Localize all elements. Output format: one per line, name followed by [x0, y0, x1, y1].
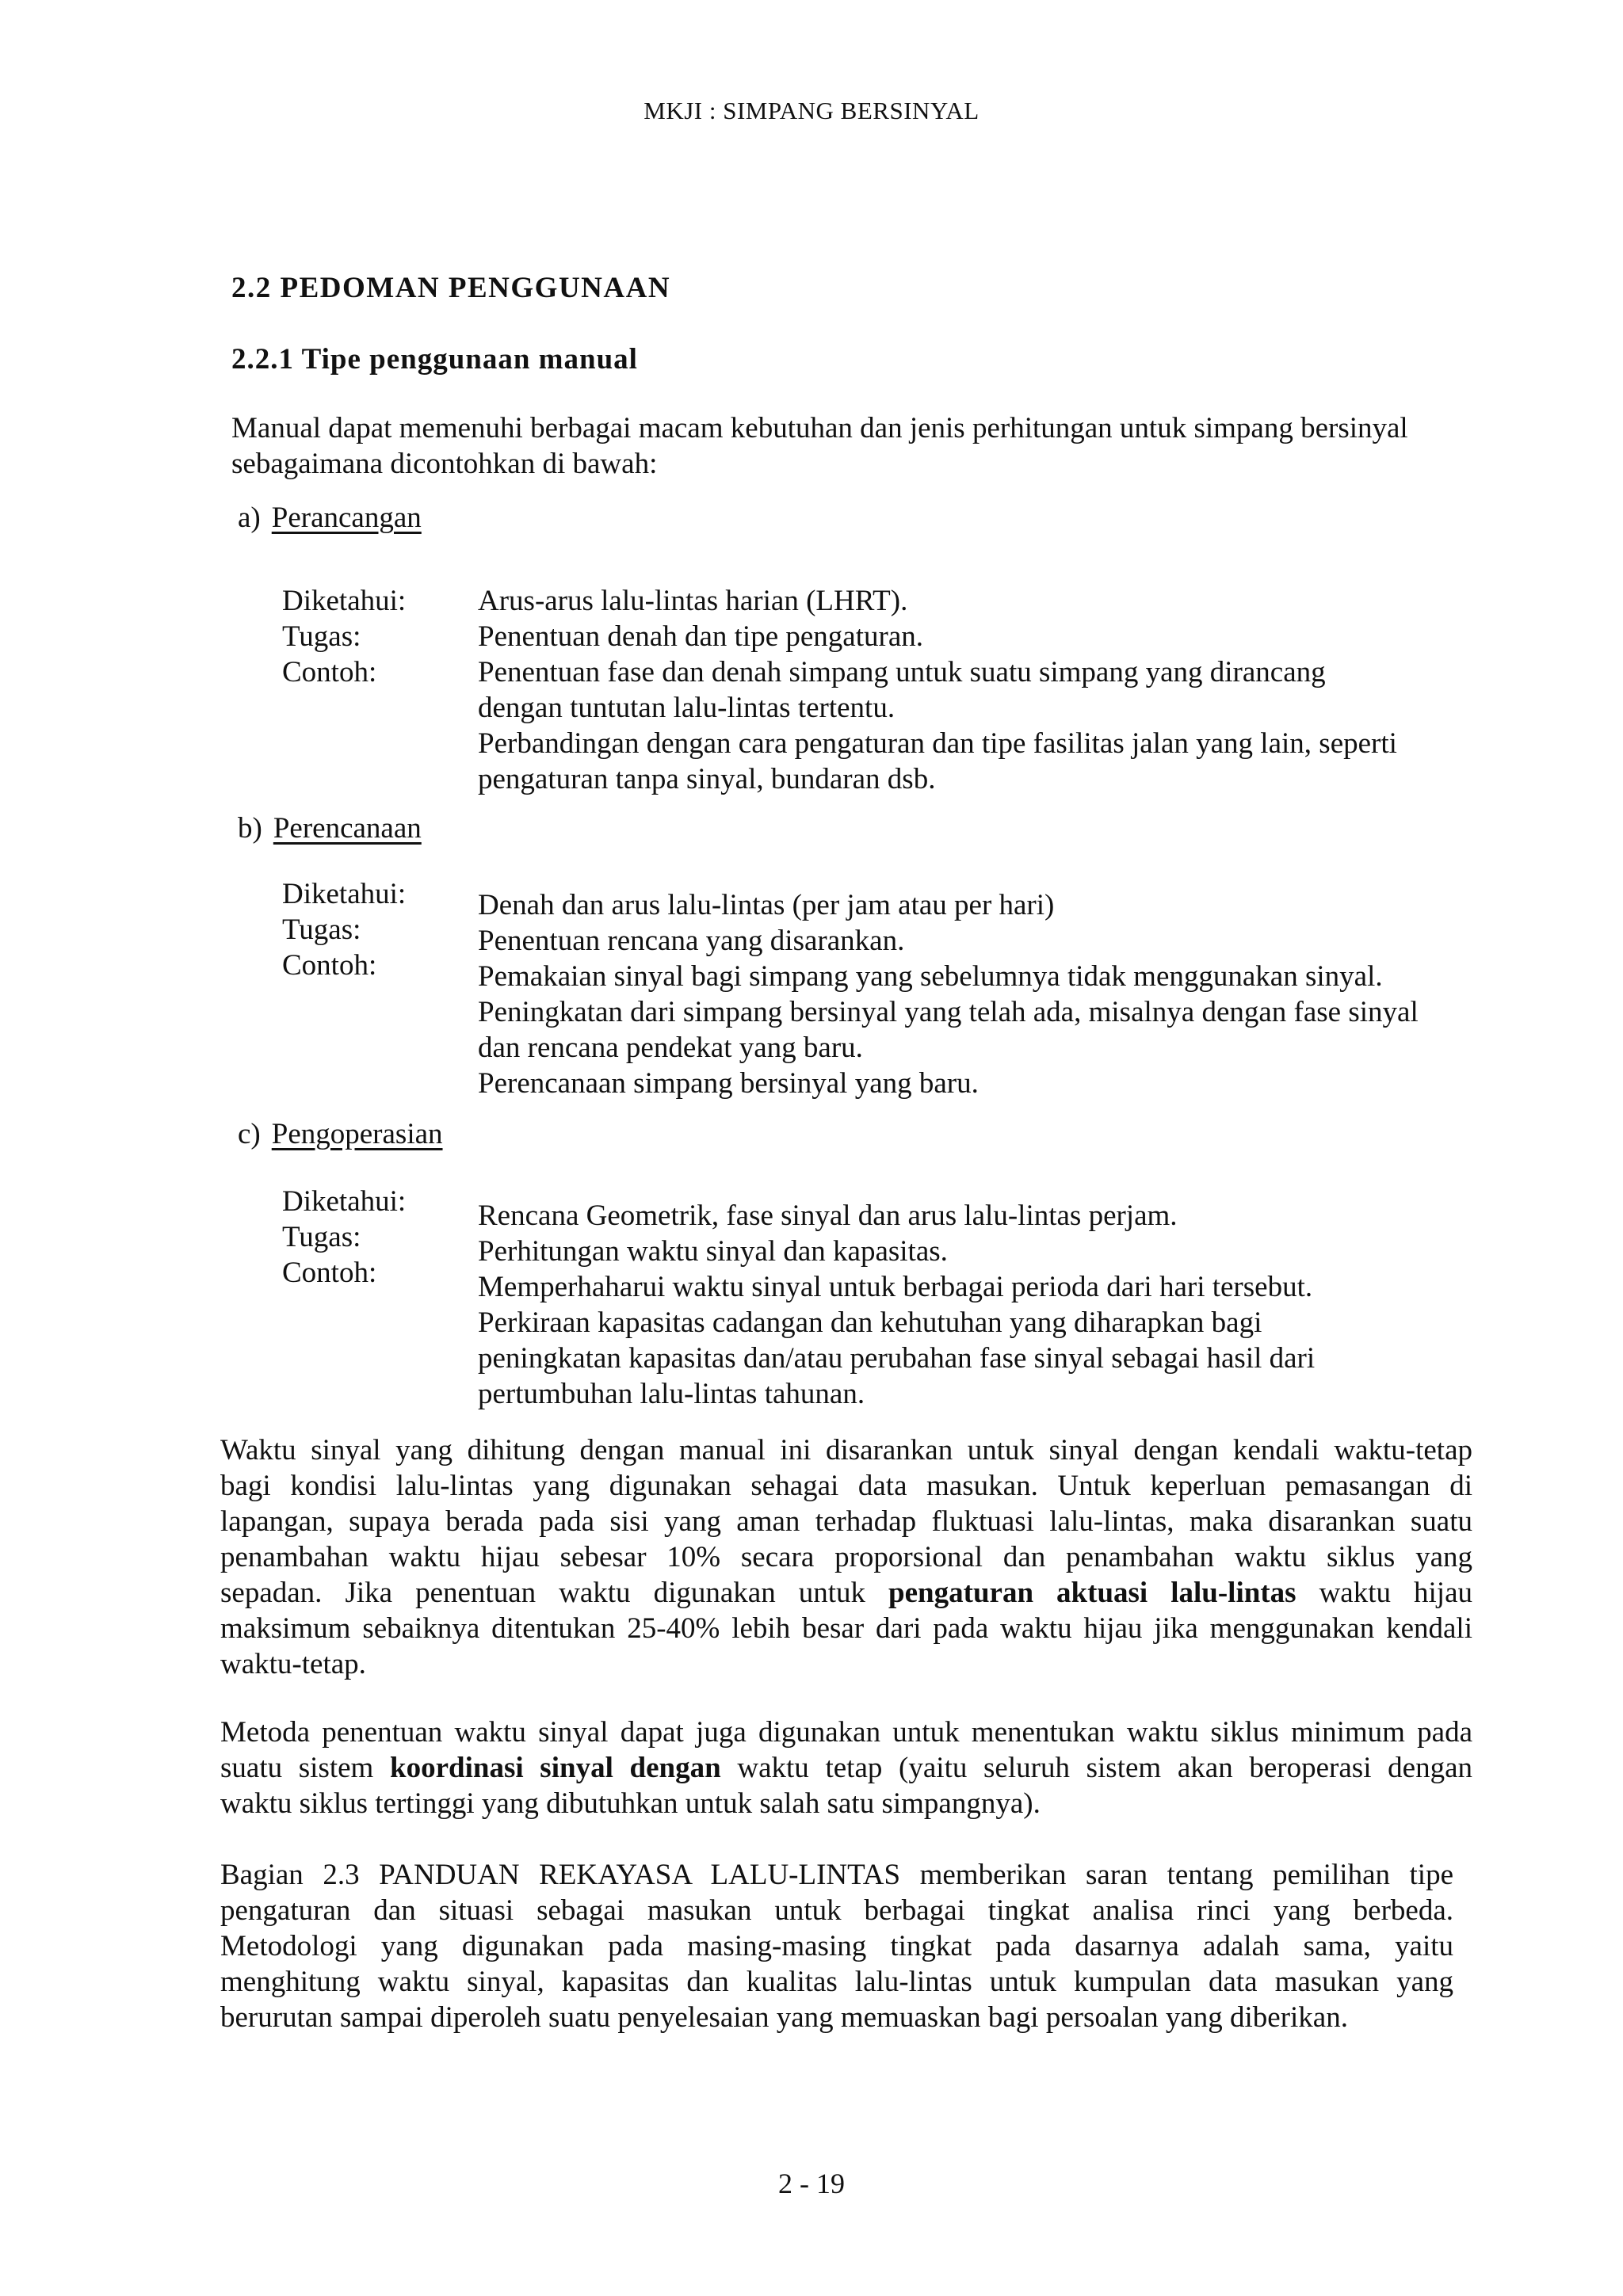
label-tugas: Tugas: [282, 620, 361, 653]
label-contoh: Contoh: [282, 656, 377, 688]
content-line: Arus-arus lalu-lintas harian (LHRT). [478, 585, 908, 617]
content-line: peningkatan kapasitas dan/atau perubahan fase sinyal sebagai hasil dari [478, 1342, 1316, 1375]
para-line: Bagian 2.3 PANDUAN REKAYASA LALU-LINTAS memberikan saran tentang pemilihan tipe [220, 1859, 1453, 1891]
item-c-content [478, 1198, 1500, 1412]
content-line: Denah dan arus lalu-lintas (per jam atau per hari) [478, 889, 1055, 921]
item-marker: c) [238, 1118, 261, 1150]
label-contoh: Contoh: [282, 1257, 377, 1289]
item-b-content [478, 887, 1500, 1101]
content-line: Pemakaian sinyal bagi simpang yang sebelumnya tidak menggunakan sinyal. [478, 960, 1383, 993]
para-line: waktu-tetap. [220, 1648, 366, 1680]
item-c-labels [282, 1184, 406, 1291]
content-line: Penentuan fase dan denah simpang untuk suatu simpang yang dirancang [478, 656, 1326, 688]
item-c-heading [238, 1117, 443, 1151]
intro-paragraph [231, 410, 1468, 482]
content-line: Rencana Geometrik, fase sinyal dan arus lalu-lintas perjam. [478, 1199, 1178, 1232]
para-line: Metoda penentuan waktu sinyal dapat juga digunakan untuk menentukan waktu siklus minimum pada [220, 1716, 1472, 1749]
label-diketahui: Diketahui: [282, 1185, 407, 1218]
bold-term: koordinasi sinyal dengan [390, 1752, 721, 1784]
text-run: suatu sistem [220, 1752, 391, 1784]
content-line: Memperhaharui waktu sinyal untuk berbagai perioda dari hari tersebut. [478, 1271, 1313, 1303]
label-tugas: Tugas: [282, 913, 361, 946]
item-a-content [478, 583, 1500, 797]
content-line: pengaturan tanpa sinyal, bundaran dsb. [478, 763, 936, 795]
text-run: waktu hijau [1296, 1577, 1473, 1609]
subsection-heading: 2.2.1 Tipe penggunaan manual [231, 343, 638, 376]
item-title: Perencanaan [273, 812, 422, 845]
content-line: dengan tuntutan lalu-lintas tertentu. [478, 692, 896, 724]
content-line: Perencanaan simpang bersinyal yang baru. [478, 1067, 979, 1100]
para-line [220, 1575, 1472, 1611]
item-marker: b) [238, 812, 262, 845]
label-diketahui: Diketahui: [282, 585, 407, 617]
content-line: Penentuan rencana yang disarankan. [478, 925, 905, 957]
item-b-heading [238, 811, 422, 845]
running-header: MKJI : SIMPANG BERSINYAL [643, 97, 980, 124]
bold-term: pengaturan aktuasi lalu-lintas [888, 1577, 1296, 1609]
item-b-labels [282, 876, 406, 983]
page-number: 2 - 19 [778, 2168, 845, 2199]
label-diketahui: Diketahui: [282, 878, 407, 910]
section-heading: 2.2 PEDOMAN PENGGUNAAN [231, 272, 671, 304]
content-line: Perbandingan dengan cara pengaturan dan tipe fasilitas jalan yang lain, seperti [478, 727, 1397, 760]
label-tugas: Tugas: [282, 1221, 361, 1253]
content-line: Penentuan denah dan tipe pengaturan. [478, 620, 923, 653]
intro-line: sebagaimana dicontohkan di bawah: [231, 448, 658, 480]
paragraph-coordination [220, 1714, 1472, 1821]
content-line: Peningkatan dari simpang bersinyal yang telah ada, misalnya dengan fase sinyal [478, 996, 1419, 1028]
text-run: sepadan. Jika penentuan waktu digunakan untuk [220, 1577, 889, 1609]
item-a-labels [282, 583, 406, 690]
text-run: waktu tetap (yaitu seluruh sistem akan beroperasi dengan [720, 1752, 1472, 1784]
item-marker: a) [238, 502, 261, 534]
intro-line: Manual dapat memenuhi berbagai macam kebutuhan dan jenis perhitungan untuk simpang bersinyal [231, 412, 1408, 444]
para-line: waktu siklus tertinggi yang dibutuhkan untuk salah satu simpangnya). [220, 1787, 1041, 1820]
item-title: Perancangan [271, 502, 422, 534]
item-a-heading [238, 501, 422, 535]
para-line: penambahan waktu hijau sebesar 10% secara proporsional dan penambahan waktu siklus yang [220, 1541, 1472, 1573]
para-line: pengaturan dan situasi sebagai masukan untuk berbagai tingkat analisa rinci yang berbeda. [220, 1894, 1453, 1927]
paragraph-section-reference [220, 1857, 1453, 2035]
para-line: menghitung waktu sinyal, kapasitas dan kualitas lalu-lintas untuk kumpulan data masukan yang [220, 1966, 1453, 1998]
para-line: maksimum sebaiknya ditentukan 25-40% lebih besar dari pada waktu hijau jika menggunakan kendali [220, 1612, 1472, 1645]
content-line: Perhitungan waktu sinyal dan kapasitas. [478, 1235, 948, 1268]
item-title: Pengoperasian [271, 1118, 443, 1150]
para-line [220, 1750, 1472, 1786]
content-line: Perkiraan kapasitas cadangan dan kehutuhan yang diharapkan bagi [478, 1306, 1262, 1339]
para-line: Metodologi yang digunakan pada masing-masing tingkat pada dasarnya adalah sama, yaitu [220, 1930, 1453, 1962]
label-contoh: Contoh: [282, 949, 377, 982]
para-line: lapangan, supaya berada pada sisi yang aman terhadap fluktuasi lalu-lintas, maka disarankan suatu [220, 1505, 1472, 1538]
paragraph-signal-timing [220, 1432, 1472, 1682]
para-line: bagi kondisi lalu-lintas yang digunakan sehagai data masukan. Untuk keperluan pemasangan di [220, 1470, 1472, 1502]
content-line: pertumbuhan lalu-lintas tahunan. [478, 1378, 865, 1410]
para-line: Waktu sinyal yang dihitung dengan manual ini disarankan untuk sinyal dengan kendali waktu-tetap [220, 1434, 1472, 1466]
content-line: dan rencana pendekat yang baru. [478, 1032, 863, 1064]
para-line: berurutan sampai diperoleh suatu penyelesaian yang memuaskan bagi persoalan yang diberikan. [220, 2001, 1348, 2034]
